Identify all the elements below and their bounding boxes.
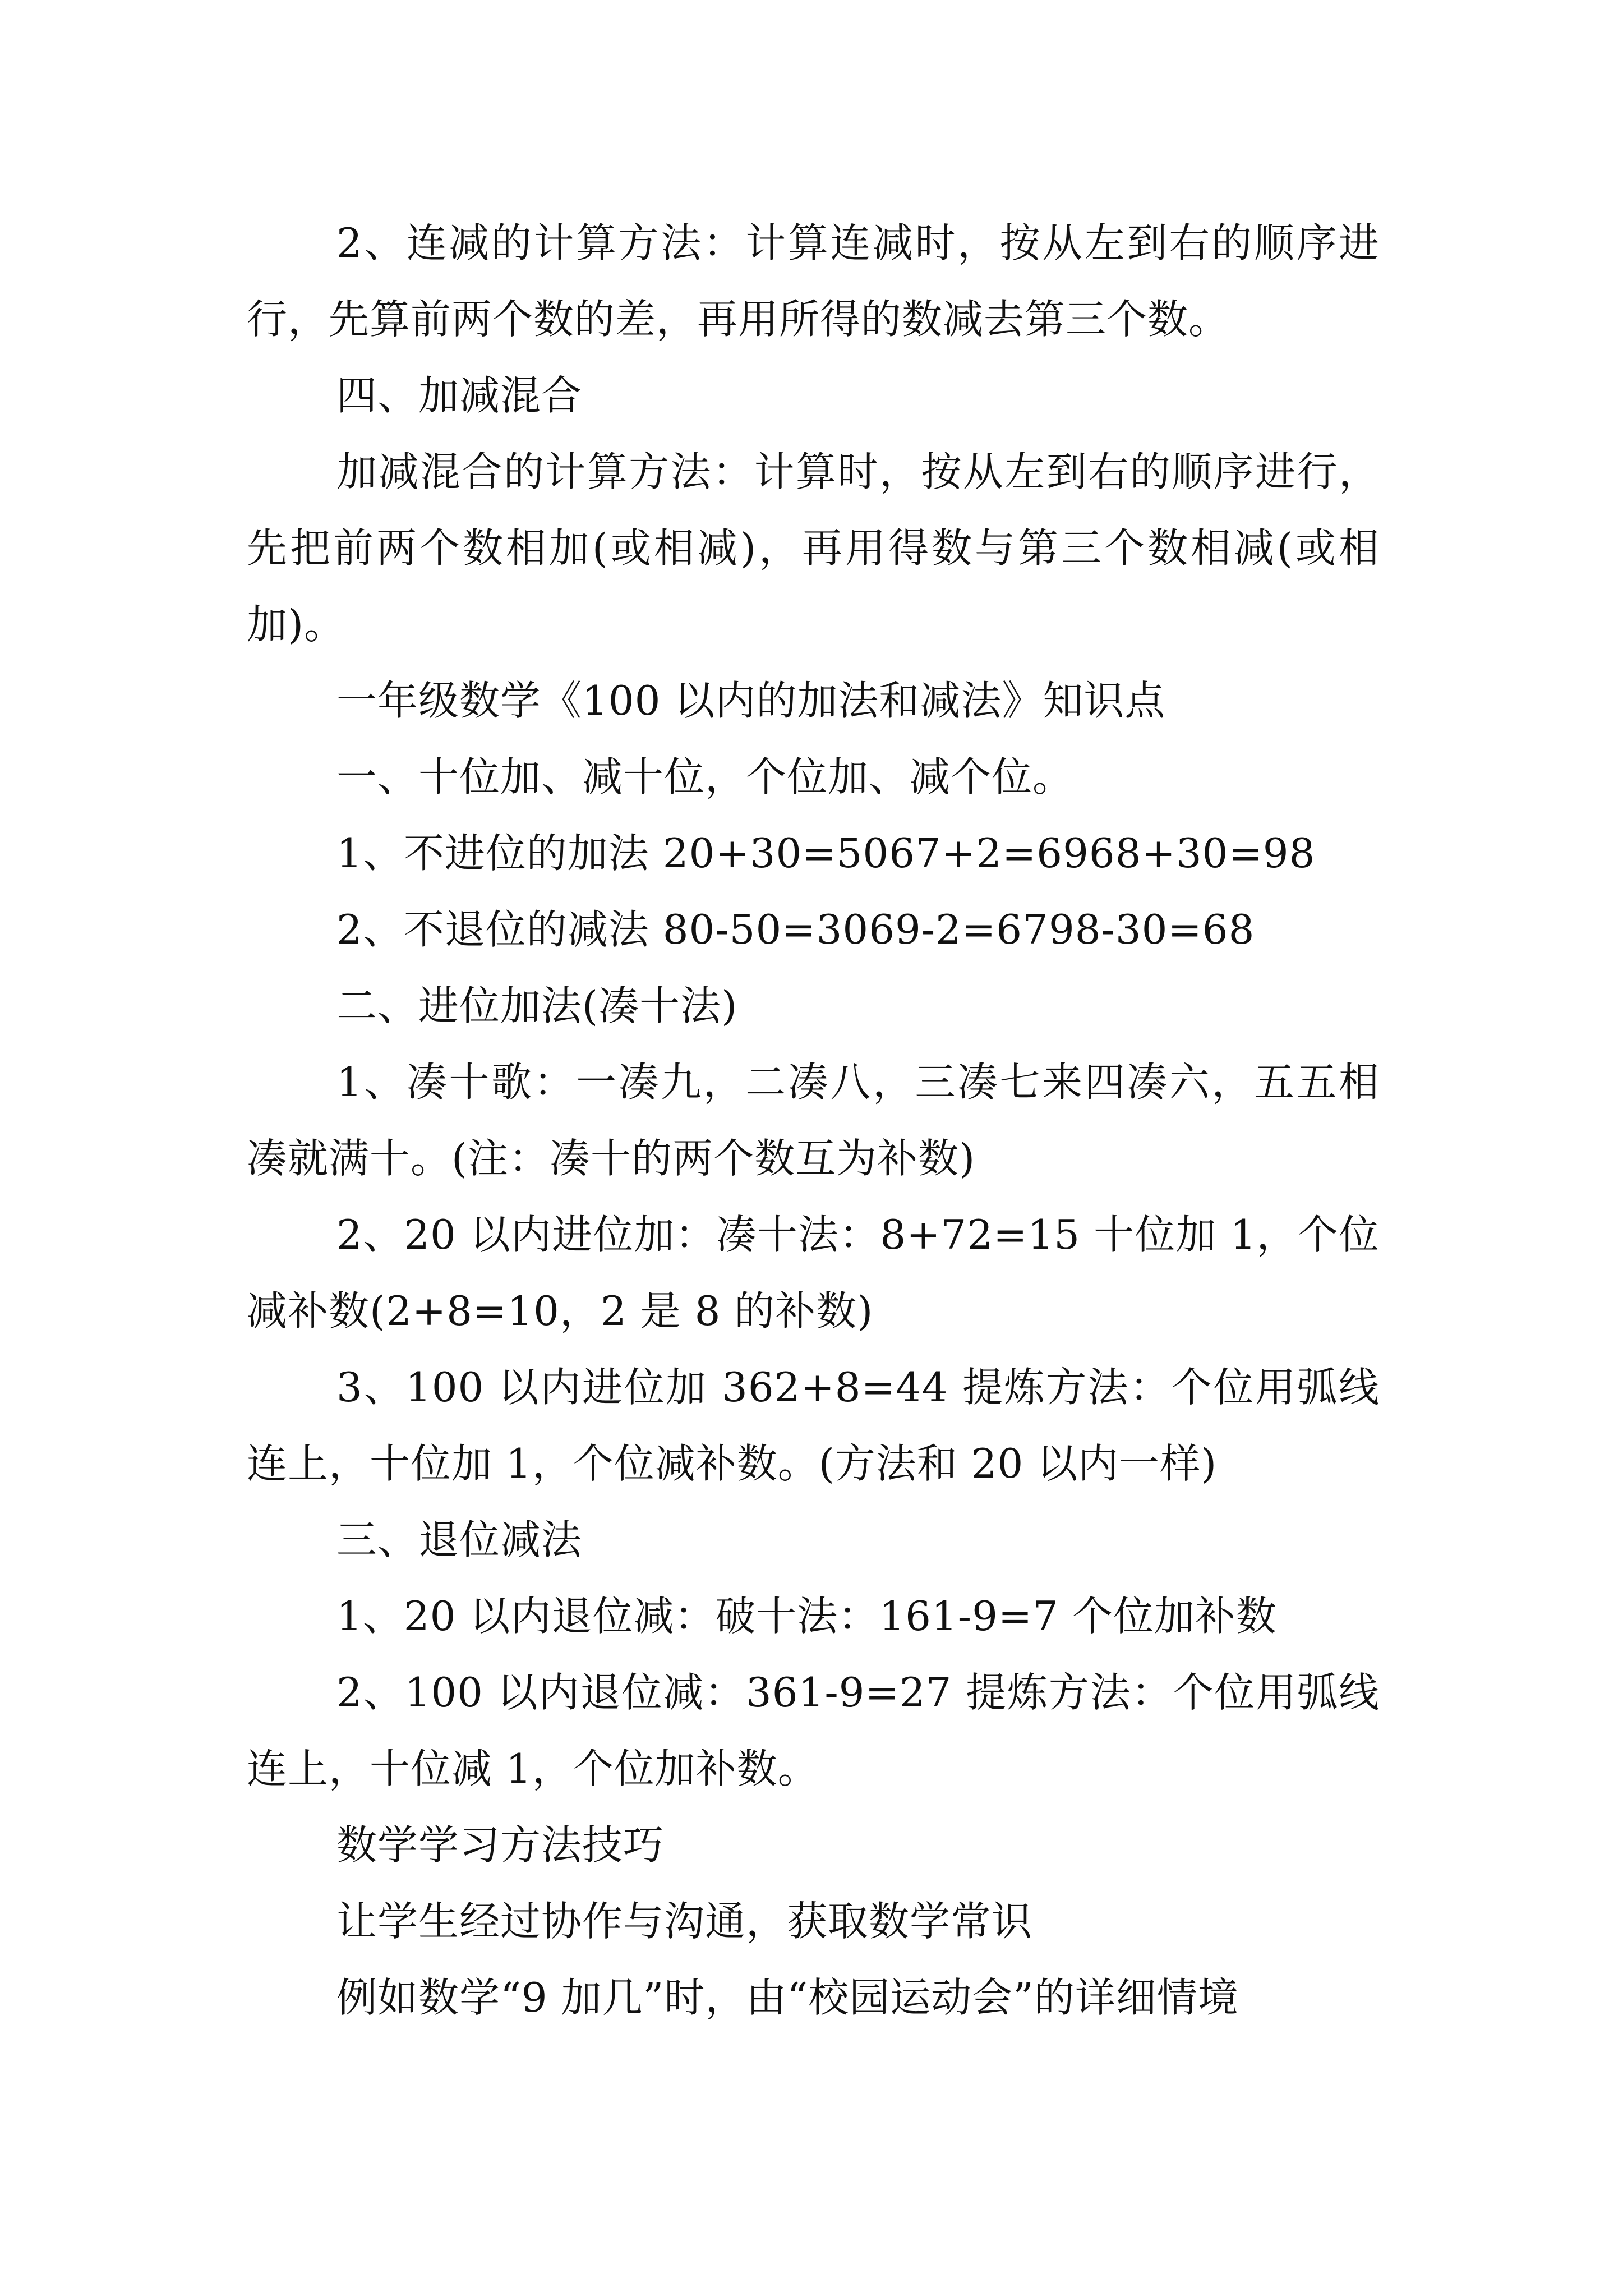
heading-place-value: 一、十位加、减十位，个位加、减个位。	[336, 753, 1074, 800]
paragraph-carry-within-100: 3、100 以内进位加 362+8=44 提炼方法：个位用弧线连上，十位加 1，个位减补数。(方法和 20 以内一样)	[247, 1364, 1380, 1487]
paragraph-carry-within-20: 2、20 以内进位加：凑十法：8+72=15 十位加 1，个位减补数(2+8=10，2 是 8 的补数)	[247, 1211, 1380, 1335]
paragraph-addition-no-carry: 1、不进位的加法 20+30=5067+2=6968+30=98	[336, 830, 1316, 877]
paragraph-cooperation: 让学生经过协作与沟通，获取数学常识	[336, 1898, 1033, 1945]
heading-study-tips: 数学学习方法技巧	[336, 1821, 665, 1869]
heading-mixed-operations: 四、加减混合	[336, 372, 583, 419]
paragraph-make-ten-song: 1、凑十歌：一凑九，二凑八，三凑七来四凑六，五五相凑就满十。(注：凑十的两个数互为补数)	[247, 1059, 1380, 1182]
paragraph-example: 例如数学“9 加几”时，由“校园运动会”的详细情境	[336, 1974, 1239, 2021]
heading-borrow-subtraction: 三、退位减法	[336, 1516, 583, 1563]
paragraph-mixed-method: 加减混合的计算方法：计算时，按从左到右的顺序进行，先把前两个数相加(或相减)，再用得数与第三个数相减(或相加)。	[247, 448, 1380, 648]
document-body	[247, 205, 1380, 2036]
paragraph-subtraction-method: 2、连减的计算方法：计算连减时，按从左到右的顺序进行，先算前两个数的差，再用所得的数减去第三个数。	[247, 219, 1380, 343]
paragraph-borrow-within-100: 2、100 以内退位减：361-9=27 提炼方法：个位用弧线连上，十位减 1，个位加补数。	[247, 1669, 1380, 1792]
paragraph-borrow-within-20: 1、20 以内退位减：破十法：161-9=7 个位加补数	[336, 1593, 1277, 1640]
heading-carry-addition: 二、进位加法(凑十法)	[336, 982, 738, 1029]
paragraph-subtraction-no-borrow: 2、不退位的减法 80-50=3069-2=6798-30=68	[336, 906, 1255, 953]
heading-knowledge-points: 一年级数学《100 以内的加法和减法》知识点	[336, 677, 1166, 724]
